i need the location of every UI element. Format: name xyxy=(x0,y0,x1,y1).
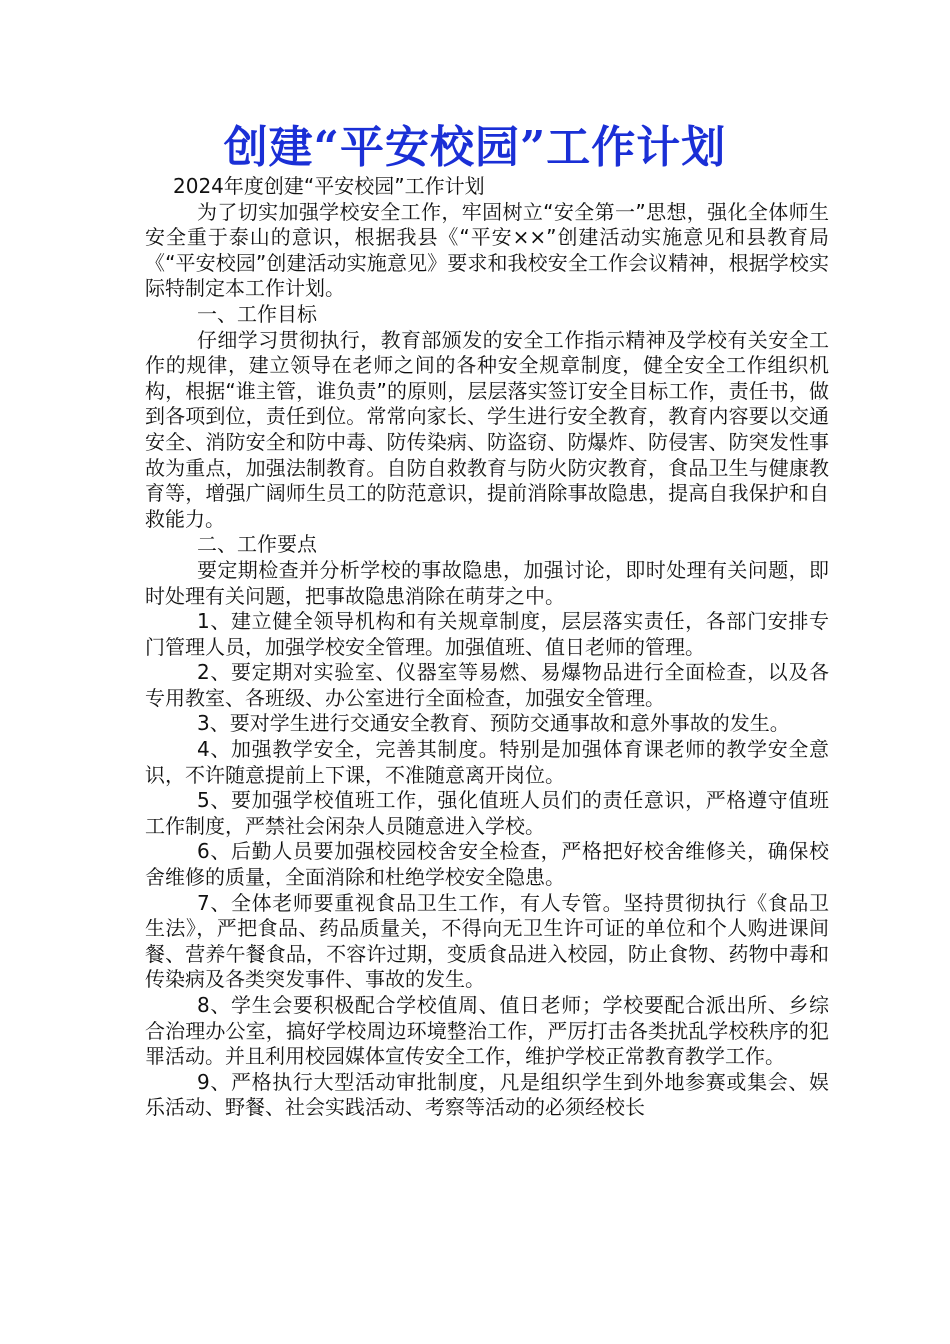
section-heading-goals: 一、工作目标 xyxy=(197,301,317,326)
list-item: 2、要定期对实验室、仪器室等易燃、易爆物品进行全面检查，以及各专用教室、各班级、办公室进行全面检查，加强安全管理。 xyxy=(145,660,829,710)
list-item: 5、要加强学校值班工作，强化值班人员们的责任意识，严格遵守值班工作制度，严禁社会闲杂人员随意进入学校。 xyxy=(145,788,829,838)
list-item: 7、全体老师要重视食品卫生工作，有人专管。坚持贯彻执行《食品卫生法》，严把食品、药品质量关，不得向无卫生许可证的单位和个人购进课间餐、营养午餐食品，不容许过期，变质食品进入校园，防止食物、药物中毒和传染病及各类突发事件、事故的发生。 xyxy=(145,890,829,992)
key-points-intro: 要定期检查并分析学校的事故隐患，加强讨论，即时处理有关问题，即时处理有关问题，把事故隐患消除在萌芽之中。 xyxy=(145,557,829,608)
document-body xyxy=(145,174,829,1121)
section-heading-key-points: 二、工作要点 xyxy=(197,532,317,557)
intro-paragraph: 为了切实加强学校安全工作，牢固树立“安全第一”思想，强化全体师生安全重于泰山的意识，根据我县《“平安××”创建活动实施意见和县教育局《“平安校园”创建活动实施意见》要求和我校安全工作会议精神，根据学校实际特制定本工作计划。 xyxy=(145,199,829,301)
subtitle-line: 2024年度创建“平安校园”工作计划 xyxy=(173,174,485,198)
list-item: 4、加强教学安全，完善其制度。特别是加强体育课老师的教学安全意识，不许随意提前上下课，不准随意离开岗位。 xyxy=(145,737,829,787)
list-item: 3、要对学生进行交通安全教育、预防交通事故和意外事故的发生。 xyxy=(197,711,790,736)
list-item: 9、严格执行大型活动审批制度，凡是组织学生到外地参赛或集会、娱乐活动、野餐、社会实践活动、考察等活动的必须经校长 xyxy=(145,1069,829,1120)
goals-paragraph: 仔细学习贯彻执行，教育部颁发的安全工作指示精神及学校有关安全工作的规律，建立领导在老师之间的各种安全规章制度，健全安全工作组织机构，根据“谁主管，谁负责”的原则，层层落实签订安全目标工作，责任书，做到各项到位，责任到位。常常向家长、学生进行安全教育，教育内容要以交通安全、消防安全和防中毒、防传染病、防盗窃、防爆炸、防侵害、防突发性事故为重点，加强法制教育。自防自救教育与防火防灾教育，食品卫生与健康教育等，增强广阔师生员工的防范意识，提前消除事故隐患，提高自我保护和自救能力。 xyxy=(145,327,829,531)
list-item: 6、后勤人员要加强校园校舍安全检查，严格把好校舍维修关，确保校舍维修的质量，全面消除和杜绝学校安全隐患。 xyxy=(145,839,829,890)
list-item: 1、建立健全领导机构和有关规章制度，层层落实责任，各部门安排专门管理人员，加强学校安全管理。加强值班、值日老师的管理。 xyxy=(145,609,829,659)
document-title: 创建“平安校园”工作计划 xyxy=(223,122,727,173)
list-item: 8、学生会要积极配合学校值周、值日老师；学校要配合派出所、乡综合治理办公室，搞好学校周边环境整治工作，严厉打击各类扰乱学校秩序的犯罪活动。并且利用校园媒体宣传安全工作，维护学校正常教育教学工作。 xyxy=(145,993,829,1069)
